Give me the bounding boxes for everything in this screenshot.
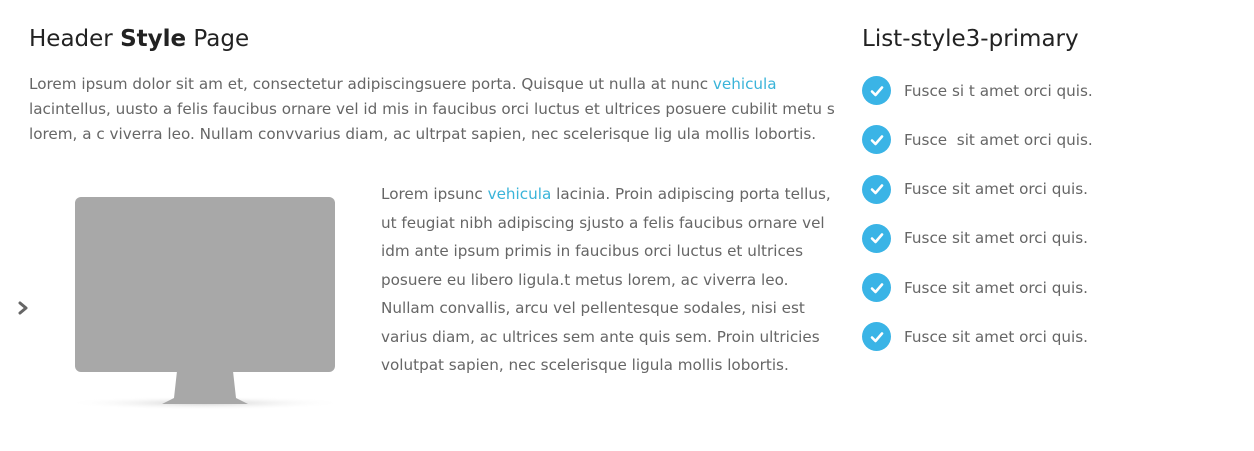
check-circle-icon <box>862 125 891 154</box>
list-title: List-style3-primary <box>862 26 1079 52</box>
body-text: Lorem ipsunc <box>381 185 488 203</box>
check-circle-icon <box>862 322 891 351</box>
intro-text: Lorem ipsum dolor sit am et, consectetur adipiscingsuere porta. Quisque ut nulla at nunc <box>29 75 713 93</box>
list-item <box>862 322 1093 351</box>
body-link[interactable]: vehicula <box>487 185 552 203</box>
intro-text-cont: lacintellus, uusto a felis faucibus ornare vel id mis in faucibus orci luctus et ultrices posuere cubilit metu s lorem, a c viverra leo. Nullam convvarius diam, ac ultrpat sapien, nec scelerisque lig ula mollis lobortis. <box>29 100 835 143</box>
list-item-label: Fusce sit amet orci quis. <box>904 130 1093 149</box>
list-item <box>862 175 1093 204</box>
chevron-right-icon[interactable] <box>15 297 31 319</box>
list-item <box>862 125 1093 154</box>
list-item-label: Fusce sit amet orci quis. <box>904 229 1088 248</box>
heading-pre: Header <box>29 26 121 52</box>
list-item-label: Fusce sit amet orci quis. <box>904 180 1088 199</box>
intro-link[interactable]: vehicula <box>712 75 777 93</box>
list-item <box>862 224 1093 253</box>
heading-post: Page <box>186 26 250 52</box>
list-item-label: Fusce sit amet orci quis. <box>904 278 1088 297</box>
check-circle-icon <box>862 76 891 105</box>
list-item-label: Fusce si t amet orci quis. <box>904 81 1093 100</box>
page-heading <box>29 24 249 54</box>
check-list <box>862 76 1093 372</box>
check-circle-icon <box>862 175 891 204</box>
intro-paragraph <box>29 72 839 147</box>
check-circle-icon <box>862 224 891 253</box>
list-item <box>862 76 1093 105</box>
list-item <box>862 273 1093 302</box>
body-paragraph <box>381 180 833 380</box>
check-circle-icon <box>862 273 891 302</box>
body-text-cont: lacinia. Proin adipiscing porta tellus, ut feugiat nibh adipiscing sjusto a felis faucibus ornare vel idm ante ipsum primis in faucibus orci luctus et ultrices posuere eu libero ligula.t metus lorem, ac viverra leo. Nullam convallis, arcu vel pellentesque sodales, nisi est varius diam, ac ultrices sem ante quis sem. Proin ultricies volutpat sapien, nec scelerisque ligula mollis lobortis. <box>381 185 831 374</box>
monitor-icon <box>60 190 350 410</box>
list-item-label: Fusce sit amet orci quis. <box>904 327 1088 346</box>
heading-bold: Style <box>120 26 187 52</box>
